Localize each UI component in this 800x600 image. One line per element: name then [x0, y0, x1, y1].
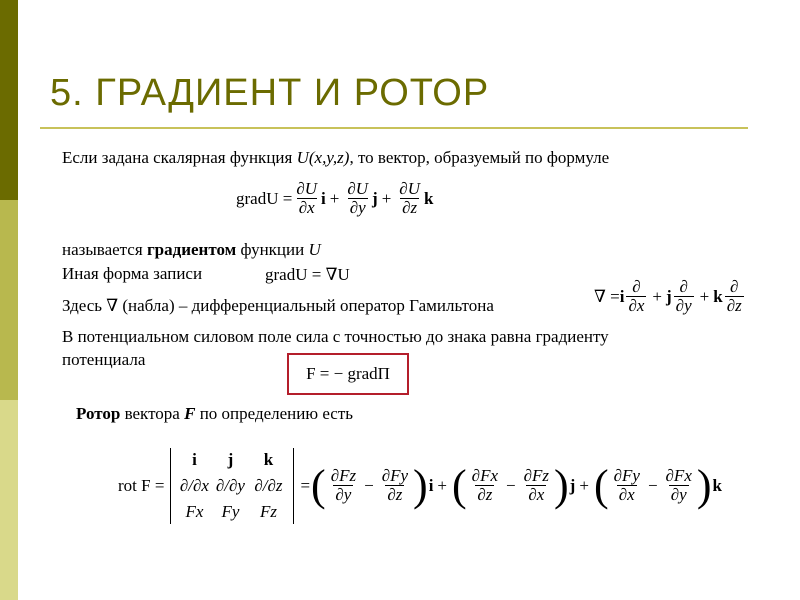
- slide-title: 5. ГРАДИЕНТ И РОТОР: [50, 72, 490, 114]
- rot-frac-k-a-den: ∂x: [618, 485, 635, 505]
- det-cell-dx: ∂/∂x: [179, 476, 209, 495]
- rotor-text-after: по определению есть: [195, 404, 354, 423]
- rot-frac-j-a-num: ∂Fx: [471, 466, 499, 486]
- rot-frac-j-a-den: ∂z: [477, 485, 493, 505]
- nabla-label: Здесь ∇ (набла) – дифференциальный оператор Гамильтона: [62, 296, 494, 315]
- rot-frac-k-a-num: ∂Fy: [613, 466, 640, 486]
- det-cell-j: j: [227, 450, 234, 469]
- called-var: U: [308, 240, 321, 259]
- alt-form-formula: gradU = ∇U: [265, 265, 350, 284]
- rot-paren-open-k: (: [593, 461, 609, 510]
- grad-frac-y-den: ∂y: [349, 197, 366, 217]
- rot-paren-close-j: ): [554, 461, 569, 510]
- grad-unit-j: j: [372, 188, 378, 208]
- nabla-op-2: +: [699, 286, 710, 306]
- nabla-frac-y-den: ∂y: [675, 295, 692, 315]
- rot-frac-k-b: [664, 467, 694, 505]
- rot-frac-i-a-num: ∂Fz: [330, 466, 357, 486]
- rot-frac-i-b-den: ∂z: [387, 485, 403, 505]
- rot-frac-i-b: [380, 467, 410, 505]
- rotor-definition: [76, 404, 353, 424]
- nabla-frac-y-num: ∂: [679, 277, 688, 296]
- rot-frac-k-b-den: ∂y: [670, 485, 687, 505]
- nabla-op-1: +: [652, 286, 662, 306]
- rot-frac-j-b: [522, 467, 551, 505]
- grad-frac-z-num: ∂U: [399, 179, 420, 198]
- nabla-frac-z-num: ∂: [730, 277, 739, 296]
- called-bold: градиентом: [146, 240, 237, 259]
- sidebar-segment-light: [0, 400, 18, 600]
- nabla-frac-z-den: ∂z: [726, 295, 742, 315]
- nabla-formula: [594, 278, 746, 316]
- rotor-bold: Ротор: [76, 404, 121, 423]
- rot-paren-open-j: (: [452, 461, 467, 510]
- rot-formula: [118, 428, 722, 544]
- nabla-unit-i: i: [619, 286, 625, 306]
- rot-op-2: +: [579, 476, 589, 495]
- called-text-before: называется: [62, 240, 147, 259]
- rot-frac-j-a: [470, 467, 500, 505]
- title-divider: [40, 127, 748, 129]
- intro-text-before: Если задана скалярная функция: [62, 148, 297, 167]
- grad-frac-x-num: ∂U: [296, 179, 318, 198]
- nabla-unit-j: j: [666, 286, 672, 306]
- det-cell-dz: ∂/∂z: [254, 476, 283, 495]
- gradient-definition: [62, 240, 321, 260]
- grad-formula: [236, 180, 433, 218]
- rot-paren-close-i: ): [413, 461, 428, 510]
- det-cell-fy: Fy: [221, 502, 240, 521]
- nabla-frac-x-num: ∂: [632, 277, 641, 296]
- rotor-text-mid: вектора: [120, 404, 185, 423]
- rot-minus-j: −: [506, 476, 516, 495]
- rot-minus-i: −: [364, 476, 374, 495]
- nabla-lhs: ∇ =: [594, 286, 620, 306]
- rot-minus-k: −: [647, 476, 658, 495]
- rot-frac-i-b-num: ∂Fy: [381, 466, 409, 486]
- nabla-unit-k: k: [713, 286, 723, 306]
- rot-frac-j-b-den: ∂x: [528, 485, 545, 505]
- sidebar-segment-mid: [0, 200, 18, 400]
- det-cell-dy: ∂/∂y: [215, 476, 245, 495]
- potential-line-1: В потенциальном силовом поле сила с точностью до знака равна градиенту: [62, 327, 609, 346]
- rot-op-1: +: [437, 476, 448, 495]
- force-formula-box: [287, 353, 409, 395]
- rot-paren-open-i: (: [311, 461, 326, 510]
- rot-lhs: rot F =: [118, 476, 165, 495]
- det-cell-k: k: [263, 450, 274, 469]
- rot-frac-j-b-num: ∂Fz: [523, 466, 550, 486]
- det-cell-fz: Fz: [259, 502, 277, 521]
- det-cell-fx: Fx: [185, 502, 204, 521]
- intro-func: U(x,y,z): [296, 148, 350, 167]
- rot-paren-close-k: ): [696, 461, 712, 510]
- grad-unit-i: i: [321, 188, 326, 208]
- rot-unit-k: k: [712, 476, 722, 495]
- alt-form-label: Иная форма записи: [62, 264, 203, 283]
- sidebar-segment-dark: [0, 0, 18, 200]
- grad-lhs: gradU =: [236, 188, 293, 208]
- potential-line-2: потенциала: [62, 350, 146, 369]
- nabla-frac-y: [674, 278, 694, 316]
- nabla-frac-x: [626, 278, 646, 316]
- grad-frac-z: [397, 180, 422, 218]
- nabla-frac-x-den: ∂x: [628, 295, 645, 315]
- grad-frac-x-den: ∂x: [298, 197, 315, 217]
- rot-frac-k-b-num: ∂Fx: [665, 466, 692, 486]
- sidebar-decoration: [0, 0, 18, 600]
- grad-op-2: +: [381, 188, 392, 208]
- rot-equals: =: [300, 476, 311, 495]
- rot-frac-k-a: [612, 467, 642, 505]
- grad-frac-y: [345, 180, 370, 218]
- nabla-frac-z: [725, 278, 744, 316]
- rot-unit-i: i: [428, 476, 434, 495]
- force-formula: F = − gradΠ: [306, 364, 390, 383]
- rot-unit-j: j: [569, 476, 576, 495]
- grad-frac-z-den: ∂z: [402, 197, 418, 217]
- rot-frac-i-a-den: ∂y: [335, 485, 352, 505]
- det-cell-i: i: [192, 450, 197, 469]
- rotor-var: F: [184, 404, 196, 423]
- intro-text: [62, 148, 609, 168]
- grad-frac-x: [294, 180, 319, 218]
- called-text-after: функции: [236, 240, 309, 259]
- grad-frac-y-num: ∂U: [347, 179, 369, 198]
- rot-frac-i-a: [329, 467, 358, 505]
- intro-text-after: , то вектор, образуемый по формуле: [349, 148, 610, 167]
- grad-unit-k: k: [423, 188, 434, 208]
- rot-determinant: [170, 448, 294, 524]
- grad-op-1: +: [329, 188, 340, 208]
